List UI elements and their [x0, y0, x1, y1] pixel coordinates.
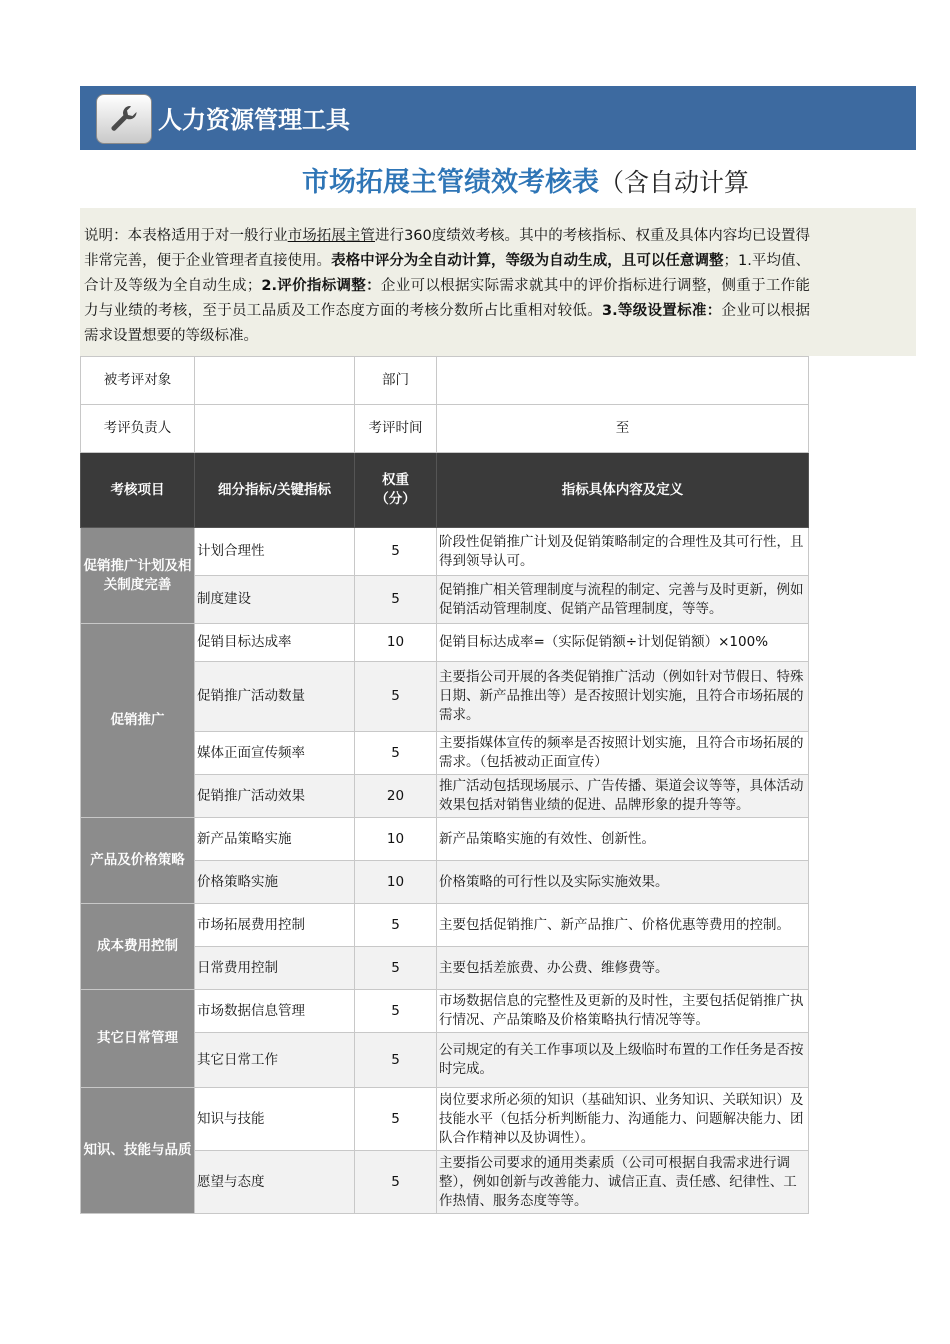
category-cell: 知识、技能与品质 [81, 1088, 195, 1214]
note-bold: 表格中评分为全自动计算，等级为自动生成，且可以任意调整 [331, 253, 724, 269]
weight-cell: 5 [355, 732, 437, 775]
document-title-main: 市场拓展主管绩效考核表 [302, 167, 599, 198]
table-row [81, 818, 809, 861]
weight-cell: 5 [355, 576, 437, 624]
header-indicator: 细分指标/关键指标 [195, 453, 355, 528]
indicator-cell: 知识与技能 [195, 1088, 355, 1151]
definition-cell: 主要包括促销推广、新产品推广、价格优惠等费用的控制。 [437, 904, 809, 947]
table-row [81, 1088, 809, 1151]
indicator-cell: 促销推广活动数量 [195, 662, 355, 732]
weight-cell: 10 [355, 818, 437, 861]
document-title [302, 163, 749, 203]
definition-cell: 推广活动包括现场展示、广告传播、渠道会议等等，具体活动效果包括对销售业绩的促进、品牌形象的提升等等。 [437, 775, 809, 818]
target-label: 被考评对象 [81, 357, 195, 405]
time-value-cell[interactable]: 至 [437, 405, 809, 453]
document-title-sub: （含自动计算 [599, 168, 750, 197]
weight-cell: 5 [355, 990, 437, 1033]
note-text: 说明：本表格适用于对一般行业 [84, 228, 288, 244]
banner-title: 人力资源管理工具 [158, 106, 350, 134]
definition-cell: 主要指公司开展的各类促销推广活动（例如针对节假日、特殊日期、新产品推出等）是否按照计划实施，且符合市场拓展的需求。 [437, 662, 809, 732]
weight-cell: 5 [355, 662, 437, 732]
category-cell: 其它日常管理 [81, 990, 195, 1088]
definition-cell: 主要包括差旅费、办公费、维修费等。 [437, 947, 809, 990]
wrench-icon [96, 94, 152, 144]
owner-value-cell[interactable] [195, 405, 355, 453]
note-bold: 2.评价指标调整： [261, 278, 381, 294]
table-header-row [81, 453, 809, 528]
table-row [81, 990, 809, 1033]
definition-cell: 主要指媒体宣传的频率是否按照计划实施，且符合市场拓展的需求。（包括被动正面宣传） [437, 732, 809, 775]
table-row [81, 904, 809, 947]
title-area [80, 160, 916, 204]
definition-cell: 价格策略的可行性以及实际实施效果。 [437, 861, 809, 904]
definition-cell: 主要指公司要求的通用类素质（公司可根据自我需求进行调整），例如创新与改善能力、诚信正直、责任感、纪律性、工作热情、服务态度等等。 [437, 1151, 809, 1214]
weight-cell: 5 [355, 1088, 437, 1151]
indicator-cell: 愿望与态度 [195, 1151, 355, 1214]
indicator-cell: 其它日常工作 [195, 1033, 355, 1088]
target-value-cell[interactable] [195, 357, 355, 405]
indicator-cell: 市场数据信息管理 [195, 990, 355, 1033]
category-cell: 促销推广计划及相关制度完善 [81, 528, 195, 624]
assessment-table [80, 356, 809, 1214]
weight-cell: 5 [355, 947, 437, 990]
table-row [81, 528, 809, 576]
header-weight: 权重 （分） [355, 453, 437, 528]
indicator-cell: 日常费用控制 [195, 947, 355, 990]
weight-cell: 5 [355, 1151, 437, 1214]
weight-cell: 20 [355, 775, 437, 818]
note-text: ；1.平均值、合计及等级为全自动生成； [84, 253, 811, 294]
definition-cell: 市场数据信息的完整性及更新的及时性，主要包括促销推广执行情况、产品策略及价格策略执行情况等等。 [437, 990, 809, 1033]
info-row [81, 405, 809, 453]
note-underlined: 市场拓展主管 [287, 228, 375, 244]
header-category: 考核项目 [81, 453, 195, 528]
weight-cell: 5 [355, 528, 437, 576]
indicator-cell: 促销目标达成率 [195, 624, 355, 662]
instructions-box [80, 208, 916, 356]
weight-cell: 10 [355, 624, 437, 662]
dept-label: 部门 [355, 357, 437, 405]
definition-cell: 岗位要求所必须的知识（基础知识、业务知识、关联知识）及技能水平（包括分析判断能力、沟通能力、问题解决能力、团队合作精神以及协调性）。 [437, 1088, 809, 1151]
instructions-text [84, 224, 810, 349]
weight-cell: 5 [355, 1033, 437, 1088]
category-cell: 促销推广 [81, 624, 195, 818]
info-row [81, 357, 809, 405]
table-row [81, 624, 809, 662]
dept-value-cell[interactable] [437, 357, 809, 405]
definition-cell: 促销推广相关管理制度与流程的制定、完善与及时更新，例如促销活动管理制度、促销产品管理制度，等等。 [437, 576, 809, 624]
definition-cell: 阶段性促销推广计划及促销策略制定的合理性及其可行性，且得到领导认可。 [437, 528, 809, 576]
indicator-cell: 市场拓展费用控制 [195, 904, 355, 947]
indicator-cell: 新产品策略实施 [195, 818, 355, 861]
indicator-cell: 促销推广活动效果 [195, 775, 355, 818]
weight-cell: 10 [355, 861, 437, 904]
note-text: 企业可以根据需求设置想要的等级标准。 [84, 303, 810, 344]
header-definition: 指标具体内容及定义 [437, 453, 809, 528]
note-text: 企业可以根据实际需求就其中的评价指标进行调整，侧重于工作能力与业绩的考核，至于员工品质及工作态度方面的考核分数所占比重相对较低。 [84, 278, 810, 319]
definition-cell: 公司规定的有关工作事项以及上级临时布置的工作任务是否按时完成。 [437, 1033, 809, 1088]
category-cell: 成本费用控制 [81, 904, 195, 990]
note-text: 进行360度绩效考核。其中的考核指标、权重及具体内容均已设置得非常完善，便于企业管理者直接使用。 [84, 228, 811, 269]
owner-label: 考评负责人 [81, 405, 195, 453]
weight-cell: 5 [355, 904, 437, 947]
category-cell: 产品及价格策略 [81, 818, 195, 904]
time-label: 考评时间 [355, 405, 437, 453]
note-bold: 3.等级设置标准： [602, 303, 722, 319]
indicator-cell: 价格策略实施 [195, 861, 355, 904]
definition-cell: 促销目标达成率=（实际促销额÷计划促销额）×100% [437, 624, 809, 662]
indicator-cell: 制度建设 [195, 576, 355, 624]
indicator-cell: 媒体正面宣传频率 [195, 732, 355, 775]
definition-cell: 新产品策略实施的有效性、创新性。 [437, 818, 809, 861]
indicator-cell: 计划合理性 [195, 528, 355, 576]
